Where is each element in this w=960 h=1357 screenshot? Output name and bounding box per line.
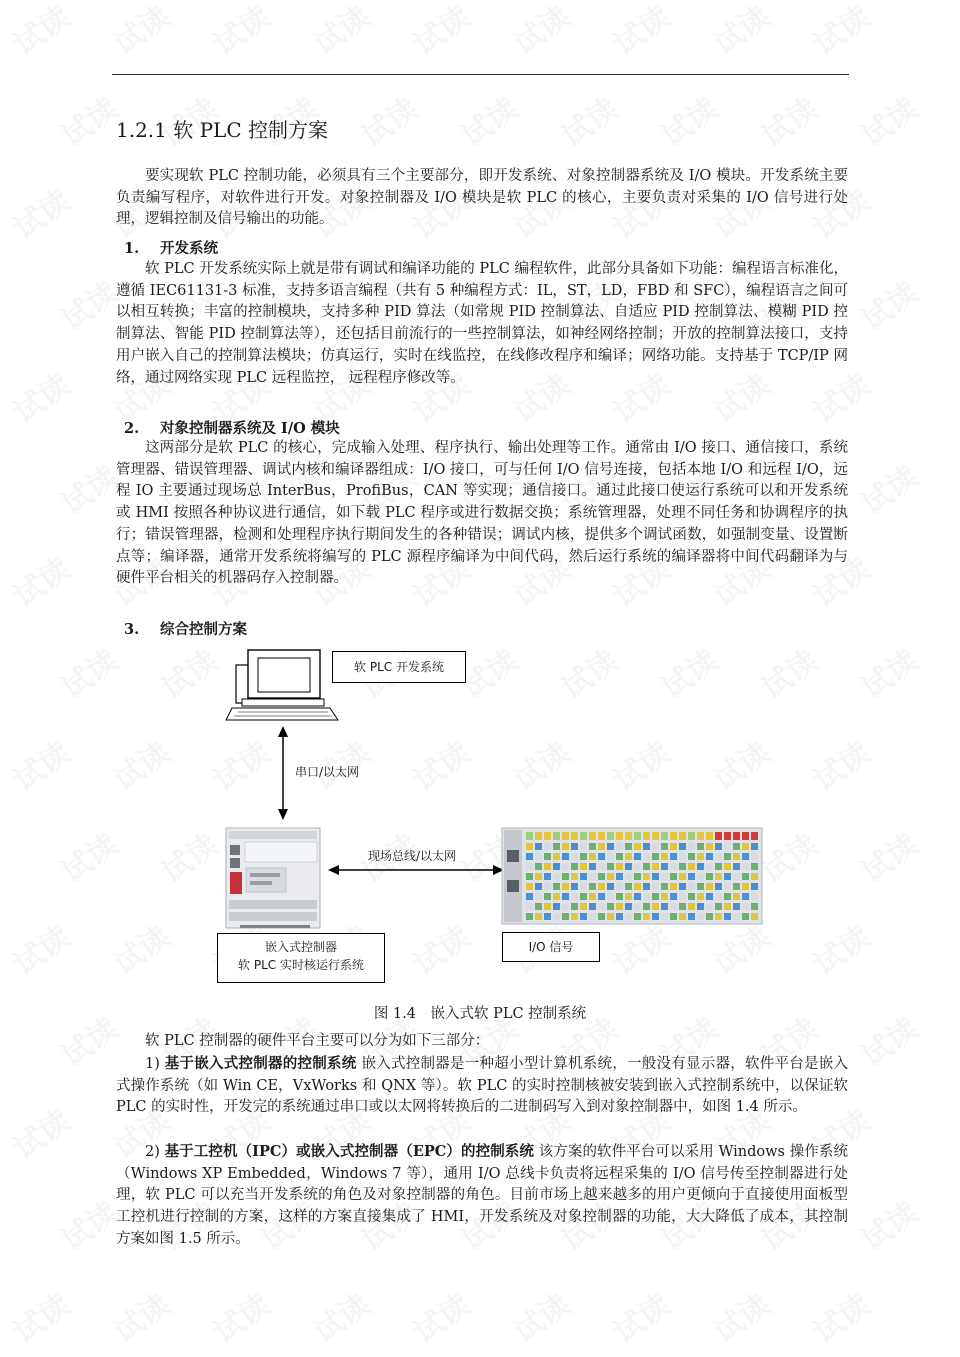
io-terminal — [679, 893, 686, 900]
io-terminal — [571, 853, 578, 860]
io-terminal — [526, 863, 533, 870]
io-slot-header — [661, 832, 668, 840]
io-terminal — [661, 873, 668, 880]
io-terminal — [742, 893, 749, 900]
io-terminal — [679, 883, 686, 890]
io-terminal — [580, 883, 587, 890]
io-terminal — [679, 863, 686, 870]
io-slot-header — [571, 832, 578, 840]
io-terminal — [598, 873, 605, 880]
io-terminal — [742, 873, 749, 880]
fieldbus-label: 现场总线/以太网 — [368, 849, 457, 863]
heading-title: 开发系统 — [160, 240, 218, 257]
io-terminal — [589, 843, 596, 850]
io-terminal — [652, 873, 659, 880]
io-terminal — [625, 913, 632, 920]
io-slot-header — [643, 832, 650, 840]
heading-title: 对象控制器系统及 I/O 模块 — [160, 420, 340, 437]
io-slot-header — [724, 832, 731, 840]
io-terminal — [742, 883, 749, 890]
io-terminal — [742, 853, 749, 860]
io-terminal — [688, 843, 695, 850]
io-slot-header — [589, 832, 596, 840]
io-terminal — [616, 843, 623, 850]
platform-item-2-text — [116, 1141, 848, 1251]
io-terminal — [553, 873, 560, 880]
io-terminal — [661, 893, 668, 900]
io-terminal — [742, 913, 749, 920]
io-terminal — [652, 913, 659, 920]
heading-number: 3. — [124, 621, 140, 638]
io-terminal — [688, 853, 695, 860]
io-terminal — [751, 883, 758, 890]
io-slot-header — [652, 832, 659, 840]
io-terminal — [670, 893, 677, 900]
io-terminal — [652, 843, 659, 850]
io-slot-header — [607, 832, 614, 840]
io-terminal — [607, 843, 614, 850]
io-terminal — [526, 893, 533, 900]
io-terminal — [535, 853, 542, 860]
dev-system-text: 软 PLC 开发系统实际上就是带有调试和编译功能的 PLC 编程软件，此部分具备如下功能：编程语言标准化，遵循 IEC61131-3 标准，支持多语言编程（共有 5 种编程方式：IL，ST，LD，FBD 和 SFC），编程语言之间可以相互转换；丰富的控制模块，支持多种 PID 算法（如常规 PID 控制算法、自适应 PID 控制算法、模糊 PID 控制算法、智能 PID 控制算法等），还包括目前流行的一些控制算法，如神经网络控制；开放的控制算法接口，支持用户嵌入自己的控制算法模块；仿真运行，实时在线监控，在线修改程序和编译；网络功能。支持基于 TCP/IP 网络，通过网络实现 PLC 远程监控， 远程程序修改等。 — [116, 261, 848, 386]
io-terminal — [544, 873, 551, 880]
io-terminal — [589, 883, 596, 890]
io-terminal — [715, 863, 722, 870]
io-terminal — [544, 853, 551, 860]
heading-title: 综合控制方案 — [160, 621, 247, 638]
io-terminal — [625, 873, 632, 880]
io-terminal — [643, 893, 650, 900]
io-terminal — [688, 913, 695, 920]
io-terminal — [634, 843, 641, 850]
io-terminal — [697, 903, 704, 910]
io-terminal — [526, 903, 533, 910]
platform-item-1 — [116, 1053, 848, 1119]
io-terminal — [598, 843, 605, 850]
io-terminal — [706, 913, 713, 920]
io-terminal — [553, 893, 560, 900]
io-terminal — [580, 843, 587, 850]
io-slot-header — [580, 832, 587, 840]
io-terminal — [625, 863, 632, 870]
io-terminal — [706, 893, 713, 900]
io-terminal — [661, 883, 668, 890]
io-terminal — [589, 863, 596, 870]
io-terminal — [598, 853, 605, 860]
io-terminal — [643, 843, 650, 850]
io-terminal — [616, 893, 623, 900]
io-terminal — [715, 853, 722, 860]
io-terminal — [553, 903, 560, 910]
io-terminal — [553, 883, 560, 890]
io-terminal — [526, 853, 533, 860]
io-terminal — [544, 913, 551, 920]
io-terminal — [526, 913, 533, 920]
io-terminal — [607, 873, 614, 880]
io-terminal — [535, 893, 542, 900]
heading-number: 2. — [124, 420, 140, 437]
io-terminal — [652, 903, 659, 910]
io-terminal — [679, 853, 686, 860]
io-terminal — [616, 883, 623, 890]
io-terminal — [634, 873, 641, 880]
io-terminal — [634, 853, 641, 860]
io-terminal — [589, 873, 596, 880]
io-terminal — [751, 873, 758, 880]
io-slot-header — [616, 832, 623, 840]
io-terminal — [580, 913, 587, 920]
io-terminal — [544, 883, 551, 890]
io-terminal — [697, 893, 704, 900]
io-terminal — [724, 883, 731, 890]
platform-item-2 — [116, 1141, 848, 1251]
io-terminal — [643, 883, 650, 890]
io-terminal — [562, 883, 569, 890]
io-terminal — [724, 913, 731, 920]
io-terminal — [688, 873, 695, 880]
io-terminal — [661, 903, 668, 910]
io-terminal — [562, 893, 569, 900]
io-terminal — [607, 893, 614, 900]
io-terminal — [733, 883, 740, 890]
io-terminal — [715, 843, 722, 850]
io-signal-box — [502, 932, 600, 962]
io-terminal — [580, 903, 587, 910]
io-terminal — [553, 843, 560, 850]
io-terminal — [724, 893, 731, 900]
io-terminal — [544, 893, 551, 900]
io-terminal — [571, 843, 578, 850]
io-terminal — [580, 893, 587, 900]
io-terminal — [724, 853, 731, 860]
io-terminal — [607, 883, 614, 890]
io-terminal — [724, 903, 731, 910]
io-terminal — [625, 893, 632, 900]
io-terminal — [697, 853, 704, 860]
io-terminal — [652, 883, 659, 890]
io-terminal — [697, 873, 704, 880]
item-number: 2) — [145, 1144, 160, 1160]
io-terminal — [742, 903, 749, 910]
io-terminal — [751, 843, 758, 850]
io-signal-label: I/O 信号 — [528, 940, 574, 954]
io-terminal — [679, 913, 686, 920]
io-terminal — [643, 903, 650, 910]
io-terminal — [643, 913, 650, 920]
io-slot-header — [733, 832, 740, 840]
io-terminal — [688, 863, 695, 870]
io-slot-header — [625, 832, 632, 840]
io-slot-header — [751, 832, 758, 840]
io-terminal — [706, 853, 713, 860]
io-terminal — [643, 853, 650, 860]
platform-item-1-text — [116, 1053, 848, 1119]
io-slot-header — [670, 832, 677, 840]
io-terminal — [688, 883, 695, 890]
io-terminal — [562, 863, 569, 870]
io-terminal — [625, 883, 632, 890]
io-terminal — [589, 913, 596, 920]
io-terminal — [535, 903, 542, 910]
io-terminal — [607, 913, 614, 920]
io-slot-header — [544, 832, 551, 840]
io-terminal — [598, 903, 605, 910]
io-terminal — [535, 863, 542, 870]
io-terminal — [706, 873, 713, 880]
platform-intro-text: 软 PLC 控制器的硬件平台主要可以分为如下三部分： — [145, 1033, 490, 1049]
io-slot-header — [634, 832, 641, 840]
io-terminal — [670, 863, 677, 870]
io-terminal — [670, 903, 677, 910]
io-terminal — [616, 903, 623, 910]
io-terminal — [634, 893, 641, 900]
io-terminal — [697, 883, 704, 890]
io-terminal — [697, 863, 704, 870]
io-terminal — [697, 913, 704, 920]
io-terminal — [733, 913, 740, 920]
io-terminal — [652, 863, 659, 870]
io-terminal — [742, 863, 749, 870]
io-terminal — [715, 873, 722, 880]
io-terminal — [580, 863, 587, 870]
io-terminal — [553, 913, 560, 920]
controller-box — [217, 933, 385, 983]
io-slot-header — [742, 832, 749, 840]
io-terminal — [535, 913, 542, 920]
io-terminal — [580, 853, 587, 860]
io-terminal — [598, 883, 605, 890]
io-terminal — [553, 863, 560, 870]
io-terminal — [535, 873, 542, 880]
io-terminal — [724, 863, 731, 870]
io-terminal — [634, 863, 641, 870]
io-terminal — [652, 893, 659, 900]
io-terminal — [661, 853, 668, 860]
io-terminal — [679, 903, 686, 910]
io-terminal — [715, 913, 722, 920]
io-terminal — [535, 843, 542, 850]
figure-caption: 图 1.4 嵌入式软 PLC 控制系统 — [373, 1006, 587, 1022]
io-terminal — [751, 853, 758, 860]
io-terminal — [571, 873, 578, 880]
io-terminal — [751, 903, 758, 910]
io-terminal — [751, 863, 758, 870]
io-terminal — [661, 843, 668, 850]
io-terminal — [598, 863, 605, 870]
section-title: 1.2.1 软 PLC 控制方案 — [116, 118, 329, 142]
io-terminal — [589, 853, 596, 860]
dev-system-label: 软 PLC 开发系统 — [354, 660, 444, 674]
io-terminal — [715, 883, 722, 890]
io-slot-header — [688, 832, 695, 840]
fieldbus-link-arrow — [328, 865, 504, 875]
io-terminal — [544, 863, 551, 870]
io-terminal — [715, 893, 722, 900]
io-terminal — [616, 863, 623, 870]
io-terminal — [706, 843, 713, 850]
io-slot-header — [535, 832, 542, 840]
io-terminal — [643, 863, 650, 870]
io-slot-header — [706, 832, 713, 840]
io-terminal — [733, 863, 740, 870]
heading-number: 1. — [124, 240, 140, 257]
io-terminal — [526, 873, 533, 880]
io-terminal — [580, 873, 587, 880]
io-terminal — [670, 873, 677, 880]
io-terminal — [742, 843, 749, 850]
io-terminal — [589, 893, 596, 900]
io-terminal — [607, 863, 614, 870]
io-terminal — [670, 913, 677, 920]
io-terminal — [571, 883, 578, 890]
controller-text: 这两部分是软 PLC 的核心，完成输入处理、程序执行、输出处理等工作。通常由 I/O 接口、通信接口，系统管理器、错误管理器、调试内核和编译器组成：I/O 接口，可与任何 I/O 信号连接，包括本地 I/O 和远程 I/O，远程 IO 主要通过现场总 InterBus，ProfiBus，CAN 等实现；通信接口。通过此接口使运行系统可以和开发系统或 HMI 按照各种协议进行通信，如下载 PLC 程序或进行数据交换；系统管理器，处理不同任务和协调程序的执行；错误管理器，检测和处理程序执行期间发生的各种错误；调试内核，提供多个调试函数，如强制变量、设置断点等；编译器，通常开发系统将编写的 PLC 源程序编译为中间代码，然后运行系统的编译器将中间代码翻译为与硬件平台相关的机器码存入控制器。 — [116, 440, 848, 587]
io-terminal — [733, 903, 740, 910]
io-terminal — [661, 913, 668, 920]
io-terminal — [634, 883, 641, 890]
io-terminal — [679, 873, 686, 880]
io-terminal — [616, 873, 623, 880]
io-slot-header — [598, 832, 605, 840]
io-terminal — [562, 913, 569, 920]
dev-system-box — [332, 651, 466, 683]
io-slot-header — [715, 832, 722, 840]
io-slot-header — [553, 832, 560, 840]
io-terminal — [751, 893, 758, 900]
controller-label-line1: 嵌入式控制器 — [264, 940, 337, 954]
io-terminal — [634, 903, 641, 910]
io-terminal — [562, 853, 569, 860]
io-terminal — [706, 863, 713, 870]
io-terminal — [751, 913, 758, 920]
io-terminal — [553, 853, 560, 860]
io-terminal — [670, 853, 677, 860]
io-terminal — [598, 893, 605, 900]
io-slot-header — [562, 832, 569, 840]
item-number: 1) — [145, 1056, 160, 1072]
io-terminal — [688, 893, 695, 900]
embedded-controller-image — [226, 828, 320, 928]
io-terminal — [571, 903, 578, 910]
io-terminal — [634, 913, 641, 920]
io-modules-image — [502, 828, 762, 924]
io-terminal — [589, 903, 596, 910]
io-slot-header — [679, 832, 686, 840]
item-title: 基于嵌入式控制器的控制系统 — [164, 1055, 357, 1072]
io-terminal — [643, 873, 650, 880]
io-terminal — [526, 883, 533, 890]
io-terminal — [625, 853, 632, 860]
io-terminal — [625, 843, 632, 850]
io-terminal — [562, 903, 569, 910]
io-terminal — [697, 843, 704, 850]
io-terminal — [733, 873, 740, 880]
io-terminal — [562, 873, 569, 880]
serial-link-arrow — [278, 726, 288, 820]
io-terminal — [670, 843, 677, 850]
item-body: 嵌入式控制器是一种超小型计算机系统，一般没有显示器，软件平台是嵌入式操作系统（如 Win CE，VxWorks 和 QNX 等）。软 PLC 的实时控制核被安装到嵌入式控制系统中，以保证软 PLC 的实时性，开发完的系统通过串口或以太网将转换后的二进制码写入到对象控制器中，如图 1.4 所示。 — [116, 1056, 849, 1116]
io-terminal — [607, 903, 614, 910]
io-terminal — [733, 893, 740, 900]
io-terminal — [724, 843, 731, 850]
io-terminal — [679, 843, 686, 850]
item-body: 该方案的软件平台可以采用 Windows 操作系统（Windows XP Embedded，Windows 7 等），通用 I/O 总线卡负责将远程采集的 I/O 信号传至控制器进行处理，软 PLC 可以充当开发系统的角色及对象控制器的角色。目前市场上越来越多的用户更倾向于直接使用面板型工控机进行控制的方案，这样的方案直接集成了 HMI，开发系统及对象控制器的功能，大大降低了成本，其控制方案如图 1.5 所示。 — [116, 1144, 848, 1247]
io-terminal — [562, 843, 569, 850]
io-terminal — [715, 903, 722, 910]
io-slot-header — [697, 832, 704, 840]
platform-intro — [116, 1031, 848, 1053]
intro-text: 要实现软 PLC 控制功能，必须具有三个主要部分，即开发系统、对象控制器系统及 I/O 模块。开发系统主要负责编写程序，对软件进行开发。对象控制器及 I/O 模块是软 PLC 的核心，主要负责对采集的 I/O 信号进行处理，逻辑控制及信号输出的功能。 — [116, 168, 848, 228]
item-title: 基于工控机（IPC）或嵌入式控制器（EPC）的控制系统 — [164, 1143, 534, 1160]
io-terminal — [616, 913, 623, 920]
io-terminal — [598, 913, 605, 920]
io-terminal — [688, 903, 695, 910]
io-terminal — [616, 853, 623, 860]
io-terminal — [724, 873, 731, 880]
serial-link-label: 串口/以太网 — [295, 765, 360, 779]
io-terminal — [571, 863, 578, 870]
io-terminal — [706, 883, 713, 890]
io-terminal — [670, 883, 677, 890]
io-terminal — [652, 853, 659, 860]
io-terminal — [544, 843, 551, 850]
io-terminal — [706, 903, 713, 910]
io-terminal — [544, 903, 551, 910]
io-terminal — [535, 883, 542, 890]
io-terminal — [625, 903, 632, 910]
io-terminal — [733, 843, 740, 850]
controller-label-line2: 软 PLC 实时核运行系统 — [238, 958, 364, 972]
computer-icon — [226, 650, 338, 720]
io-terminal — [526, 843, 533, 850]
io-terminal — [607, 853, 614, 860]
io-terminal — [661, 863, 668, 870]
io-slot-header — [526, 832, 533, 840]
io-terminal — [733, 853, 740, 860]
io-terminal — [571, 913, 578, 920]
io-terminal — [571, 893, 578, 900]
